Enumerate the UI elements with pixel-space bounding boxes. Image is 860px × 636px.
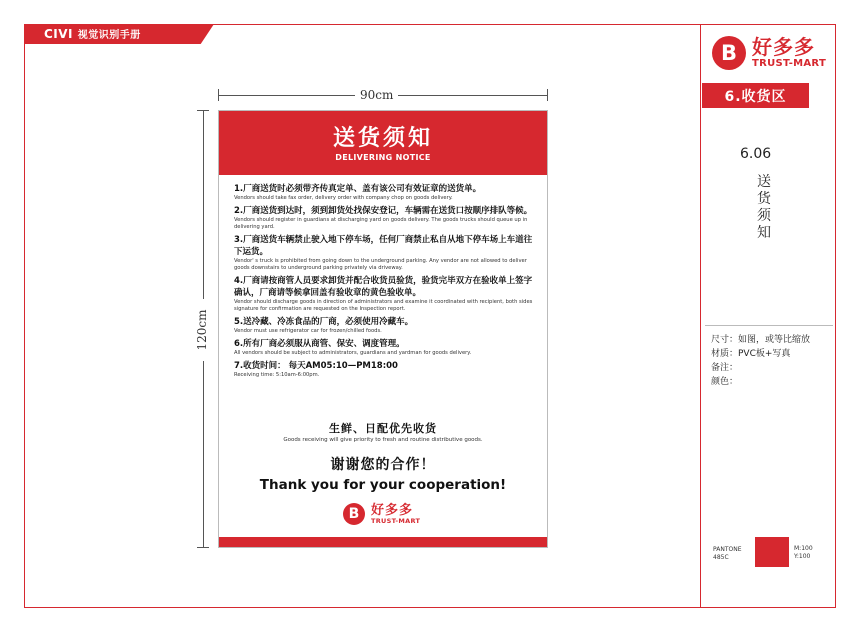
- sign-logo: [343, 503, 420, 525]
- spec-material: 材质：PVC板+写真: [711, 349, 791, 359]
- spec-size: 尺寸：如图，或等比缩放: [711, 335, 811, 345]
- delivery-notice-sign: [218, 110, 548, 548]
- rule-item: 2.厂商送货到达时，须到卸货处找保安登记，车辆需在送货口按顺序排队等候。 Vendors should register in guardians at discharging yard on goods delivery. The goods trucks should queue up in delivering yard.: [234, 206, 533, 230]
- section-code: 6.06: [740, 146, 772, 162]
- sign-logo-name-cn: 好多多: [371, 502, 414, 518]
- rule-item: 7.收货时间： 每天AM05:10—PM18:00 Receiving time: 5:10am-6:00pm.: [234, 361, 398, 378]
- brand-name: CIVI: [44, 27, 74, 41]
- rule-item: 5.送冷藏、冷冻食品的厂商，必须使用冷藏车。 Vendor must use refrigerator car for frozen/chilled foods.: [234, 317, 414, 334]
- section-title: 6.收货区: [702, 83, 809, 108]
- height-dimension-cap-top: [197, 110, 209, 111]
- logo-name-en: TRUST-MART: [752, 58, 827, 69]
- priority-en: Goods receiving will give priority to fresh and routine distributive goods.: [283, 437, 483, 443]
- sign-header: [219, 111, 547, 175]
- logo-mark-icon: B: [712, 36, 746, 70]
- swatch-label: PANTONE 485C: [713, 546, 742, 561]
- priority-cn: 生鲜、日配优先收货: [329, 422, 437, 435]
- spec-color: 颜色：: [711, 377, 739, 387]
- thanks-cn: 谢谢您的合作！: [330, 457, 436, 473]
- rule-item: 1.厂商送货时必须带齐传真定单、盖有该公司有效证章的送货单。 Vendors should take fax order, delivery order with company chop on goods delivery.: [234, 184, 482, 201]
- rule-item: 6.所有厂商必须服从商管、保安、调度管理。 All vendors should be subject to administrators, guardians and yardman for goods delivery.: [234, 339, 472, 356]
- section-name: 送货须知: [757, 174, 771, 241]
- height-dimension-cap-bottom: [197, 547, 209, 548]
- swatch-values: [794, 545, 813, 561]
- thanks-message: [219, 454, 547, 493]
- logo-name-cn: 好多多: [752, 35, 815, 59]
- swatch-yellow: Y:100: [794, 553, 811, 560]
- spec-divider: [705, 325, 833, 326]
- thanks-en: Thank you for your cooperation!: [259, 477, 507, 493]
- rule-item: 4.厂商请按商管人员要求卸货并配合收货员验货，验货完毕双方在验收单上签字确认，厂商请等候拿回盖有验收章的黄色验收单。 Vendor should discharge goods in direction of administrators and examine it coordinated with recipient, both sides signature for confirmation are requested on the Inspection report.: [234, 276, 533, 312]
- width-dimension-label: 90cm: [355, 88, 398, 102]
- spec-list: [711, 333, 810, 389]
- spec-note: 备注：: [711, 363, 739, 373]
- sign-footer-bar: [219, 537, 547, 547]
- color-swatch: [755, 537, 789, 567]
- sign-subtitle: DELIVERING NOTICE: [335, 153, 431, 162]
- brand-logo: [712, 36, 826, 70]
- priority-notice: [219, 420, 547, 443]
- sign-title: 送货须知: [332, 126, 433, 151]
- sign-logo-mark-icon: B: [343, 503, 365, 525]
- sidebar-divider: [700, 24, 701, 608]
- rule-item: 3.厂商送货车辆禁止驶入地下停车场，任何厂商禁止私自从地下停车场上车道往下运货。 Vendor' s truck is prohibited from going down to the underground parking. Any vendor are not allowed to deliver goods downstairs to underground parking privately via driveway.: [234, 235, 533, 271]
- sign-logo-name-en: TRUST-MART: [371, 516, 421, 525]
- rule-list: [234, 183, 539, 382]
- swatch-magenta: M:100: [794, 545, 813, 552]
- header-brand: [44, 26, 141, 41]
- width-dimension-cap-left: [218, 89, 219, 101]
- height-dimension-label: 120cm: [195, 299, 211, 361]
- width-dimension-cap-right: [547, 89, 548, 101]
- manual-subtitle: 视觉识别手册: [77, 30, 141, 41]
